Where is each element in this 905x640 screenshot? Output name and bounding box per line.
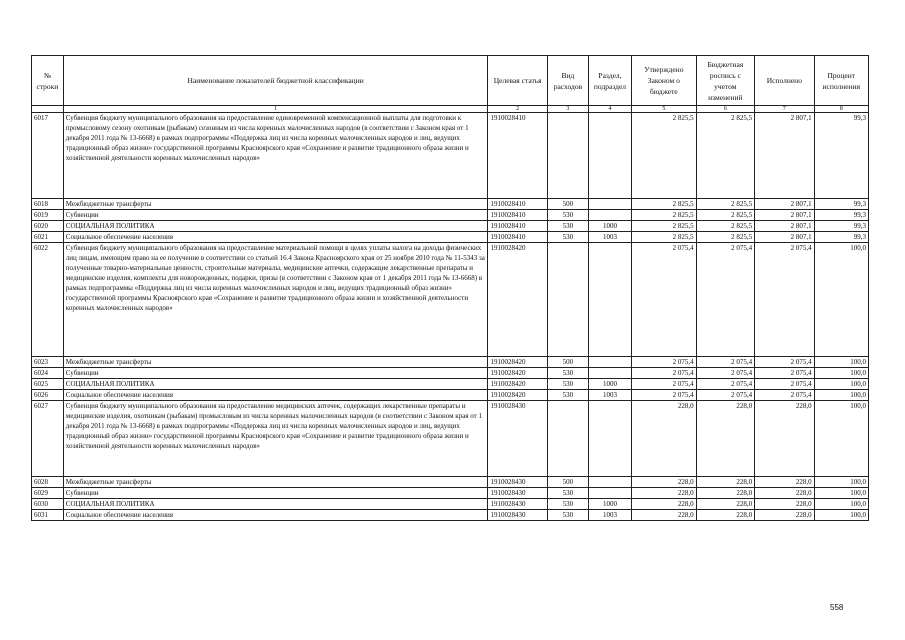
row-executed: 228,0 xyxy=(755,477,814,488)
header-row-no: № строки xyxy=(32,56,64,106)
row-approved: 228,0 xyxy=(632,488,697,499)
row-approved: 2 075,4 xyxy=(632,357,697,368)
row-budget-list: 2 075,4 xyxy=(696,357,754,368)
header-name: Наименование показателей бюджетной классификации xyxy=(63,56,488,106)
table-row xyxy=(32,510,869,521)
colnum-3: 3 xyxy=(547,106,588,113)
row-name: СОЦИАЛЬНАЯ ПОЛИТИКА xyxy=(63,221,488,232)
row-percent: 100,0 xyxy=(814,499,868,510)
row-budget-list: 2 825,5 xyxy=(696,232,754,243)
table-row xyxy=(32,232,869,243)
row-approved: 2 825,5 xyxy=(632,113,697,199)
header-target: Целевая статья xyxy=(488,56,547,106)
row-budget-list: 228,0 xyxy=(696,488,754,499)
row-section: 1003 xyxy=(588,390,631,401)
row-approved: 2 825,5 xyxy=(632,232,697,243)
row-budget-list: 2 075,4 xyxy=(696,379,754,390)
row-name: Субвенция бюджету муниципального образования на предоставление единовременной компенсационной выплаты для подготовки к промысловому сезону охотникам (рыбакам) сезонным из числа коренных малочисленных народов (в соответствии с Законом края от 1 декабря 2011 года № 13-6668) в рамках подпрограммы «Поддержка лиц из числа коренных малочисленных народов и лиц, ведущих традиционный образ жизни» государственной программы Красноярского края «Сохранение и развитие традиционного образа жизни и хозяйственной деятельности коренных малочисленных народов» xyxy=(63,113,488,199)
row-number: 6028 xyxy=(32,477,64,488)
row-percent: 100,0 xyxy=(814,243,868,357)
row-expense-type: 530 xyxy=(547,510,588,521)
row-expense-type: 530 xyxy=(547,488,588,499)
row-target-code: 1910028410 xyxy=(488,113,547,199)
row-number: 6024 xyxy=(32,368,64,379)
row-section xyxy=(588,401,631,477)
row-percent: 100,0 xyxy=(814,477,868,488)
row-number: 6030 xyxy=(32,499,64,510)
row-target-code: 1910028420 xyxy=(488,390,547,401)
row-approved: 2 825,5 xyxy=(632,199,697,210)
table-row xyxy=(32,379,869,390)
row-section: 1000 xyxy=(588,499,631,510)
table-header-row xyxy=(32,56,869,106)
row-budget-list: 228,0 xyxy=(696,477,754,488)
row-executed: 2 807,1 xyxy=(755,199,814,210)
row-approved: 2 825,5 xyxy=(632,210,697,221)
row-number: 6021 xyxy=(32,232,64,243)
row-name: Субвенции xyxy=(63,488,488,499)
row-budget-list: 2 075,4 xyxy=(696,390,754,401)
row-target-code: 1910028430 xyxy=(488,488,547,499)
row-number: 6027 xyxy=(32,401,64,477)
row-section: 1000 xyxy=(588,221,631,232)
row-section: 1000 xyxy=(588,379,631,390)
row-percent: 100,0 xyxy=(814,510,868,521)
row-executed: 2 075,4 xyxy=(755,390,814,401)
row-section xyxy=(588,199,631,210)
row-percent: 99,3 xyxy=(814,221,868,232)
row-number: 6020 xyxy=(32,221,64,232)
row-approved: 228,0 xyxy=(632,401,697,477)
colnum-8: 8 xyxy=(814,106,868,113)
row-percent: 100,0 xyxy=(814,357,868,368)
table-row xyxy=(32,357,869,368)
colnum-6: 6 xyxy=(696,106,754,113)
budget-table xyxy=(31,55,869,521)
row-approved: 228,0 xyxy=(632,499,697,510)
row-section xyxy=(588,210,631,221)
table-row xyxy=(32,368,869,379)
table-row xyxy=(32,499,869,510)
row-target-code: 1910028410 xyxy=(488,199,547,210)
table-row xyxy=(32,221,869,232)
row-percent: 99,3 xyxy=(814,210,868,221)
table-body xyxy=(32,113,869,521)
header-percent: Процент исполнения xyxy=(814,56,868,106)
row-name: Социальное обеспечение населения xyxy=(63,510,488,521)
row-name: Субвенции xyxy=(63,210,488,221)
colnum-7: 7 xyxy=(755,106,814,113)
row-percent: 100,0 xyxy=(814,488,868,499)
row-name: Субвенции xyxy=(63,368,488,379)
row-executed: 2 075,4 xyxy=(755,243,814,357)
row-number: 6031 xyxy=(32,510,64,521)
row-target-code: 1910028420 xyxy=(488,357,547,368)
row-budget-list: 2 075,4 xyxy=(696,243,754,357)
row-budget-list: 228,0 xyxy=(696,510,754,521)
row-name: Социальное обеспечение населения xyxy=(63,390,488,401)
colnum-2: 2 xyxy=(488,106,547,113)
colnum-1: 1 xyxy=(63,106,488,113)
row-expense-type: 530 xyxy=(547,499,588,510)
row-target-code: 1910028430 xyxy=(488,499,547,510)
row-expense-type xyxy=(547,243,588,357)
row-approved: 2 825,5 xyxy=(632,221,697,232)
row-section: 1003 xyxy=(588,510,631,521)
row-number: 6023 xyxy=(32,357,64,368)
row-budget-list: 2 825,5 xyxy=(696,199,754,210)
row-percent: 100,0 xyxy=(814,401,868,477)
row-name: Межбюджетные трансферты xyxy=(63,477,488,488)
row-percent: 99,3 xyxy=(814,199,868,210)
row-number: 6017 xyxy=(32,113,64,199)
row-name: Межбюджетные трансферты xyxy=(63,357,488,368)
row-section xyxy=(588,368,631,379)
row-expense-type: 530 xyxy=(547,379,588,390)
row-executed: 228,0 xyxy=(755,488,814,499)
row-target-code: 1910028420 xyxy=(488,243,547,357)
row-approved: 228,0 xyxy=(632,477,697,488)
row-expense-type: 500 xyxy=(547,477,588,488)
header-approved: Утверждено Законом о бюджете xyxy=(632,56,697,106)
row-budget-list: 2 825,5 xyxy=(696,221,754,232)
table-row xyxy=(32,401,869,477)
row-number: 6029 xyxy=(32,488,64,499)
row-executed: 2 807,1 xyxy=(755,232,814,243)
row-section xyxy=(588,357,631,368)
page-number: 558 xyxy=(830,603,844,612)
row-approved: 2 075,4 xyxy=(632,379,697,390)
row-approved: 2 075,4 xyxy=(632,368,697,379)
row-target-code: 1910028410 xyxy=(488,210,547,221)
row-section: 1003 xyxy=(588,232,631,243)
colnum-blank xyxy=(32,106,64,113)
row-executed: 2 075,4 xyxy=(755,368,814,379)
row-section xyxy=(588,477,631,488)
row-executed: 228,0 xyxy=(755,401,814,477)
row-executed: 2 807,1 xyxy=(755,210,814,221)
row-expense-type: 530 xyxy=(547,221,588,232)
header-type: Вид расходов xyxy=(547,56,588,106)
row-budget-list: 228,0 xyxy=(696,499,754,510)
table-row xyxy=(32,243,869,357)
row-target-code: 1910028430 xyxy=(488,477,547,488)
row-section xyxy=(588,488,631,499)
row-expense-type xyxy=(547,401,588,477)
row-budget-list: 2 825,5 xyxy=(696,210,754,221)
row-expense-type: 500 xyxy=(547,357,588,368)
row-percent: 100,0 xyxy=(814,368,868,379)
header-executed: Исполнено xyxy=(755,56,814,106)
colnum-4: 4 xyxy=(588,106,631,113)
row-section xyxy=(588,113,631,199)
row-approved: 228,0 xyxy=(632,510,697,521)
table-row xyxy=(32,488,869,499)
row-executed: 2 075,4 xyxy=(755,379,814,390)
row-executed: 2 807,1 xyxy=(755,221,814,232)
row-approved: 2 075,4 xyxy=(632,243,697,357)
row-executed: 2 075,4 xyxy=(755,357,814,368)
row-number: 6026 xyxy=(32,390,64,401)
row-executed: 228,0 xyxy=(755,499,814,510)
row-expense-type: 500 xyxy=(547,199,588,210)
table-row xyxy=(32,390,869,401)
row-percent: 99,3 xyxy=(814,113,868,199)
row-section xyxy=(588,243,631,357)
row-target-code: 1910028420 xyxy=(488,379,547,390)
row-expense-type: 530 xyxy=(547,210,588,221)
row-name: СОЦИАЛЬНАЯ ПОЛИТИКА xyxy=(63,499,488,510)
row-name: Субвенция бюджету муниципального образования на предоставление медицинских аптечек, содержащих лекарственные препараты и медицинские изделия, охотникам (рыбакам) промысловым из числа коренных малочисленных народов (в соответствии с Законом края от 1 декабря 2011 года № 13-6668) в рамках подпрограммы «Поддержка лиц из числа коренных малочисленных народов и лиц, ведущих традиционный образ жизни» государственной программы Красноярского края «Сохранение и развитие традиционного образа жизни и хозяйственной деятельности коренных малочисленных народов» xyxy=(63,401,488,477)
row-name: СОЦИАЛЬНАЯ ПОЛИТИКА xyxy=(63,379,488,390)
row-number: 6022 xyxy=(32,243,64,357)
row-executed: 228,0 xyxy=(755,510,814,521)
row-number: 6019 xyxy=(32,210,64,221)
row-target-code: 1910028430 xyxy=(488,401,547,477)
row-expense-type: 530 xyxy=(547,232,588,243)
row-target-code: 1910028410 xyxy=(488,221,547,232)
header-section: Раздел, подраздел xyxy=(588,56,631,106)
row-target-code: 1910028430 xyxy=(488,510,547,521)
row-name: Субвенция бюджету муниципального образования на предоставление материальной помощи в целях уплаты налога на доходы физических лиц лицам, имеющим право на ее получение в соответствии со статьей 16.4 Закона Красноярского края от 25 ноября 2010 года № 11-5343 за полученные товарно-материальные ценности, строительные материалы, медицинские аптечки, содержащие лекарственные препараты и медицинские изделия, комплекты для новорожденных, подарки, призы (в соответствии с Законом края от 1 декабря 2011 года № 13-6668) в рамках подпрограммы «Поддержка лиц из числа коренных малочисленных народов и лиц, ведущих традиционный образ жизни» государственной программы Красноярского края «Сохранение и развитие традиционного образа жизни и хозяйственной деятельности коренных малочисленных народов» xyxy=(63,243,488,357)
row-budget-list: 2 075,4 xyxy=(696,368,754,379)
table-row xyxy=(32,199,869,210)
row-expense-type xyxy=(547,113,588,199)
row-name: Межбюджетные трансферты xyxy=(63,199,488,210)
row-budget-list: 2 825,5 xyxy=(696,113,754,199)
row-expense-type: 530 xyxy=(547,368,588,379)
row-percent: 100,0 xyxy=(814,390,868,401)
row-target-code: 1910028410 xyxy=(488,232,547,243)
table-row xyxy=(32,477,869,488)
header-budget-list: Бюджетная роспись с учетом изменений xyxy=(696,56,754,106)
colnum-5: 5 xyxy=(632,106,697,113)
row-number: 6025 xyxy=(32,379,64,390)
row-expense-type: 530 xyxy=(547,390,588,401)
row-approved: 2 075,4 xyxy=(632,390,697,401)
row-target-code: 1910028420 xyxy=(488,368,547,379)
row-number: 6018 xyxy=(32,199,64,210)
row-percent: 99,3 xyxy=(814,232,868,243)
row-percent: 100,0 xyxy=(814,379,868,390)
table-row xyxy=(32,210,869,221)
column-number-row xyxy=(32,106,869,113)
row-executed: 2 807,1 xyxy=(755,113,814,199)
row-name: Социальное обеспечение населения xyxy=(63,232,488,243)
row-budget-list: 228,0 xyxy=(696,401,754,477)
table-row xyxy=(32,113,869,199)
